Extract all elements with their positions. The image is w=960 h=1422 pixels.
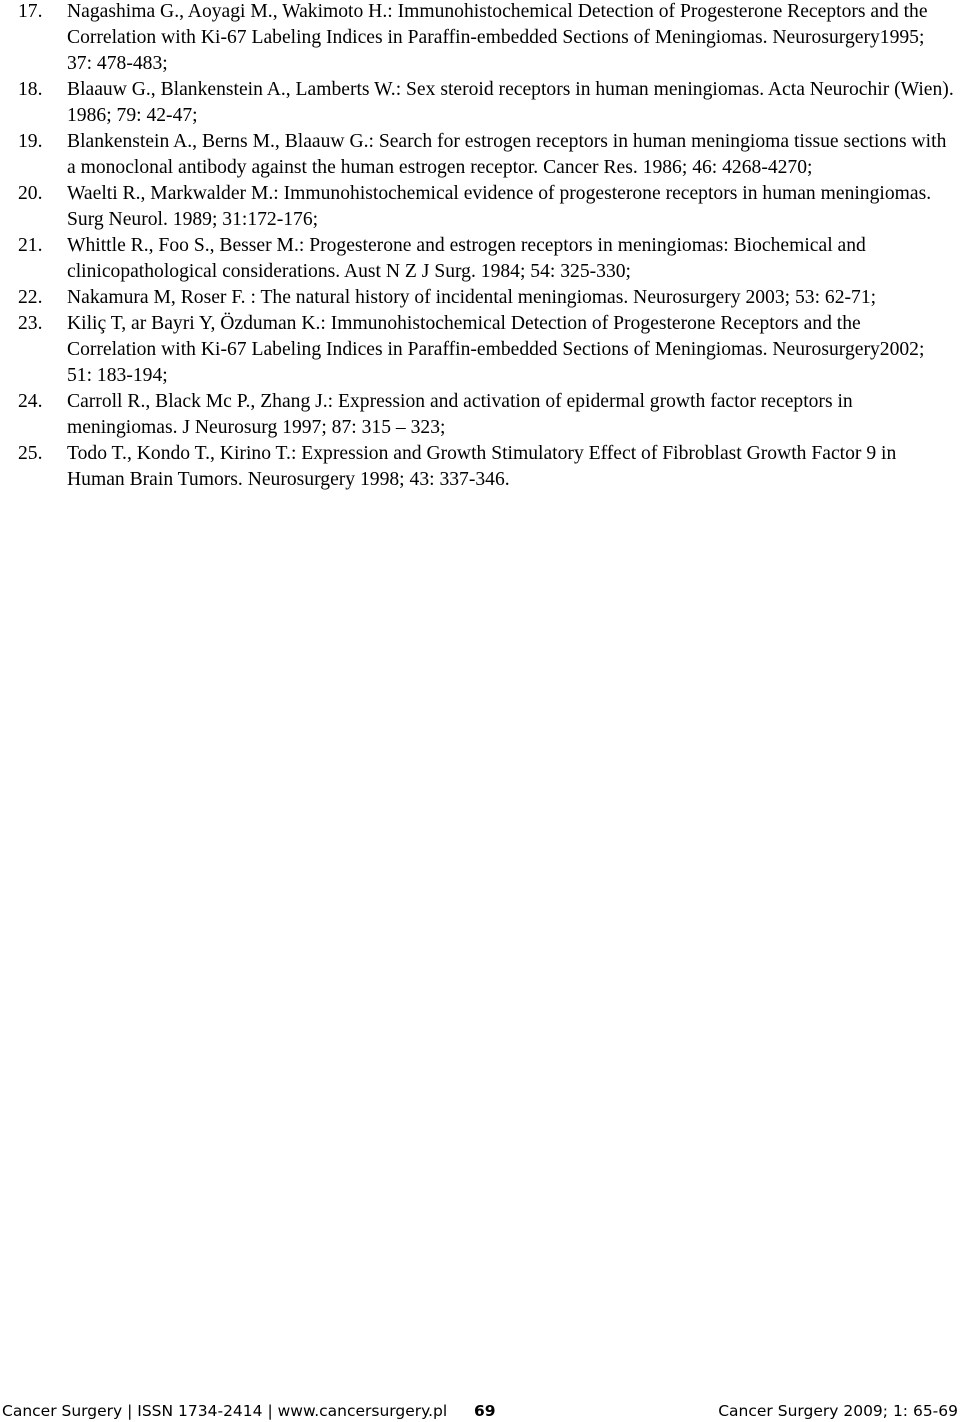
- reference-number: 20.: [18, 183, 43, 204]
- reference-number: 19.: [18, 131, 43, 152]
- reference-text: Kiliç T, ar Bayri Y, Özduman K.: Immunohistochemical Detection of Progesterone Receptors and the Correlation with Ki-67 Labeling Indices in Paraffin-embedded Sections of Meningiomas. Neurosurgery2002; 51: 183-194;: [67, 313, 925, 386]
- reference-number: 22.: [18, 287, 43, 308]
- reference-text: Waelti R., Markwalder M.: Immunohistochemical evidence of progesterone receptors in human meningiomas. Surg Neurol. 1989; 31:172-176;: [67, 183, 932, 230]
- page-number: 69: [474, 1402, 496, 1420]
- reference-number: 18.: [18, 79, 43, 100]
- reference-text: Nakamura M, Roser F. : The natural history of incidental meningiomas. Neurosurgery 2003; 53: 62-71;: [67, 287, 877, 308]
- reference-text: Carroll R., Black Mc P., Zhang J.: Expression and activation of epidermal growth factor receptors in meningiomas. J Neurosurg 1997; 87: 315 – 323;: [67, 391, 853, 438]
- reference-number: 21.: [18, 235, 43, 256]
- reference-number: 23.: [18, 313, 43, 334]
- reference-item: [18, 441, 954, 493]
- page-footer: [0, 1400, 960, 1422]
- reference-item: [18, 389, 954, 441]
- reference-item: [18, 181, 954, 233]
- reference-number: 24.: [18, 391, 43, 412]
- reference-text: Blankenstein A., Berns M., Blaauw G.: Search for estrogen receptors in human meningioma tissue sections with a monoclonal antibody against the human estrogen receptor. Cancer Res. 1986; 46: 4268-4270;: [67, 131, 947, 178]
- reference-number: 17.: [18, 1, 43, 22]
- reference-item: [18, 285, 954, 311]
- reference-item: [18, 311, 954, 389]
- reference-text: Blaauw G., Blankenstein A., Lamberts W.: Sex steroid receptors in human meningiomas. Acta Neurochir (Wien). 1986; 79: 42-47;: [67, 79, 954, 126]
- reference-item: [18, 129, 954, 181]
- reference-text: Todo T., Kondo T., Kirino T.: Expression and Growth Stimulatory Effect of Fibroblast Growth Factor 9 in Human Brain Tumors. Neurosurgery 1998; 43: 337-346.: [67, 443, 897, 490]
- reference-item: [18, 233, 954, 285]
- reference-text: Whittle R., Foo S., Besser M.: Progesterone and estrogen receptors in meningiomas: Biochemical and clinicopathological considerations. Aust N Z J Surg. 1984; 54: 325-330;: [67, 235, 866, 282]
- reference-text: Nagashima G., Aoyagi M., Wakimoto H.: Immunohistochemical Detection of Progesterone Receptors and the Correlation with Ki-67 Labeling Indices in Paraffin-embedded Sections of Meningiomas. Neurosurgery1995; 37: 478-483;: [67, 1, 928, 74]
- reference-item: [18, 0, 954, 77]
- footer-citation: Cancer Surgery 2009; 1: 65-69: [718, 1402, 958, 1420]
- footer-journal-info: Cancer Surgery | ISSN 1734-2414 | www.cancersurgery.pl: [2, 1402, 448, 1420]
- reference-item: [18, 77, 954, 129]
- reference-number: 25.: [18, 443, 43, 464]
- reference-list: [18, 0, 954, 493]
